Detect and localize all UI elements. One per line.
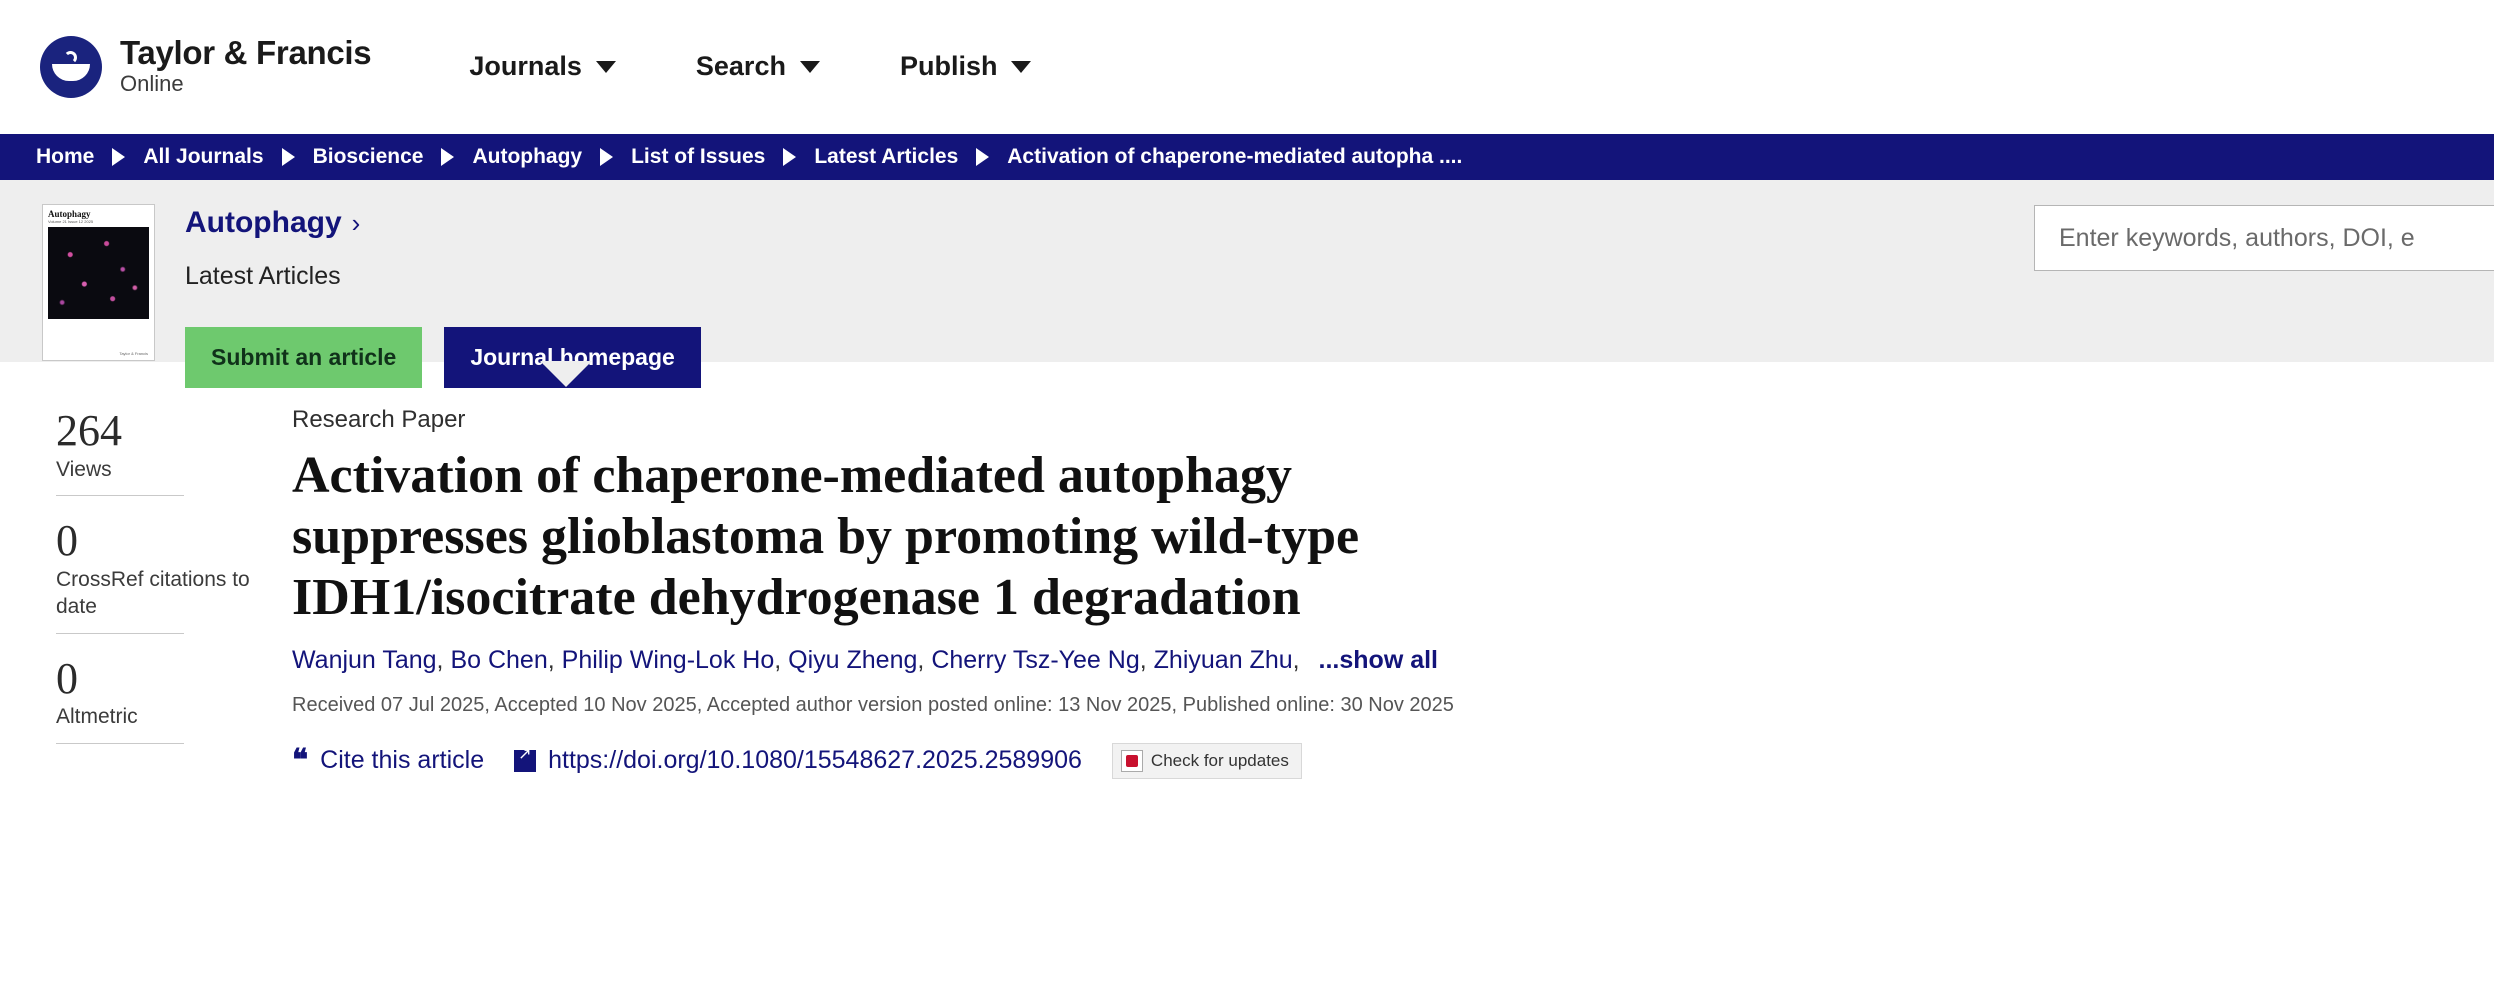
author-link[interactable]: Wanjun Tang [292,646,437,675]
metric-label: Altmetric [56,705,138,729]
page-title: Activation of chaperone-mediated autophagy suppresses glioblastoma by promoting wild-type IDH1/isocitrate dehydrogenase 1 degradation [292,447,1360,626]
nav-item-label: Journals [469,51,582,81]
nav-item-publish[interactable] [860,41,1072,92]
journal-title-link[interactable] [185,206,701,240]
nav-item-search[interactable] [656,41,860,92]
cover-publisher: Taylor & Francis [119,351,148,356]
author-list: Wanjun Tang, Bo Chen, Philip Wing-Lok Ho, Qiyu Zheng, Cherry Tsz-Yee Ng, Zhiyuan Zhu, ...show all [292,646,1439,675]
metric-value: 0 [56,653,78,703]
breadcrumb-item-latest-articles[interactable]: Latest Articles [814,145,959,168]
metric-label: Views [56,457,112,481]
breadcrumb [0,134,2494,180]
breadcrumb-separator-icon [600,148,613,166]
metrics-sidebar [0,406,260,779]
breadcrumb-separator-icon [976,148,989,166]
metric-views [56,406,260,516]
divider [56,743,184,744]
breadcrumb-separator-icon [112,148,125,166]
metric-crossref [56,516,260,653]
breadcrumb-item-list-of-issues[interactable]: List of Issues [631,145,766,168]
chevron-down-icon [800,61,820,73]
breadcrumb-item-current-article: Activation of chaperone-mediated autopha .... [1007,145,1463,168]
site-logo[interactable] [40,33,372,98]
chevron-right-icon: › [351,207,361,238]
search-box[interactable] [2034,205,2494,271]
breadcrumb-item-autophagy[interactable]: Autophagy [472,145,583,168]
nav-item-label: Search [695,51,786,81]
brand-subtitle: Online [120,70,184,96]
doi-link[interactable] [514,746,1082,775]
metric-altmetric [56,654,260,764]
cover-subtitle: Volume 21 Issue 12 2025 [48,219,94,224]
band-pointer [540,361,592,387]
search-input[interactable] [2057,223,2494,254]
metric-value: 264 [56,406,122,455]
metric-value: 0 [56,516,78,566]
cover-artwork [48,227,149,319]
doi-label: https://doi.org/10.1080/15548627.2025.2589906 [548,746,1082,775]
cover-title: Autophagy [48,209,91,219]
author-link[interactable]: Philip Wing-Lok Ho [561,646,775,675]
divider [56,633,184,634]
show-all-authors-button[interactable]: ...show all [1318,646,1439,675]
metric-label: CrossRef citations to date [56,568,250,618]
article-block [260,406,1512,779]
article-links [292,743,1472,779]
nav-item-label: Publish [899,51,998,81]
nav-item-journals[interactable] [429,41,656,92]
teapot-logo-icon [40,36,102,98]
breadcrumb-separator-icon [783,148,796,166]
crossmark-label: Check for updates [1150,750,1289,770]
breadcrumb-separator-icon [282,148,295,166]
author-link[interactable]: Cherry Tsz-Yee Ng [931,646,1140,675]
divider [56,495,184,496]
brand-name: Taylor & Francis [120,33,372,71]
journal-cover-image[interactable] [42,204,155,361]
author-link[interactable]: Qiyu Zheng [788,646,918,675]
author-link[interactable]: Zhiyuan Zhu [1153,646,1293,675]
breadcrumb-separator-icon [441,148,454,166]
journal-homepage-button[interactable]: Journal homepage [444,327,700,388]
submit-article-button[interactable]: Submit an article [185,327,422,388]
breadcrumb-item-bioscience[interactable]: Bioscience [312,145,424,168]
cite-this-article-button[interactable] [292,743,485,777]
site-header [0,0,2494,134]
breadcrumb-item-all-journals[interactable]: All Journals [143,145,264,168]
crossmark-icon [1121,750,1143,772]
journal-header-band [0,180,2494,370]
journal-actions [185,327,701,388]
article-main [0,362,2494,779]
journal-meta [185,200,701,388]
breadcrumb-item-home[interactable]: Home [36,145,95,168]
author-link[interactable]: Bo Chen [450,646,548,675]
article-type: Research Paper [292,406,466,433]
cite-label: Cite this article [320,746,485,775]
journal-title-label: Autophagy [185,206,342,239]
crossmark-badge[interactable] [1112,743,1302,779]
article-dates: Received 07 Jul 2025, Accepted 10 Nov 2025, Accepted author version posted online: 13 Nov 2025, Published online: 30 Nov 2025 [292,693,1454,716]
journal-section-label: Latest Articles [185,262,341,290]
main-nav [429,41,1071,92]
chevron-down-icon [596,61,616,73]
chevron-down-icon [1011,61,1031,73]
quote-icon: ❝ [292,743,309,777]
external-link-icon [514,750,536,772]
